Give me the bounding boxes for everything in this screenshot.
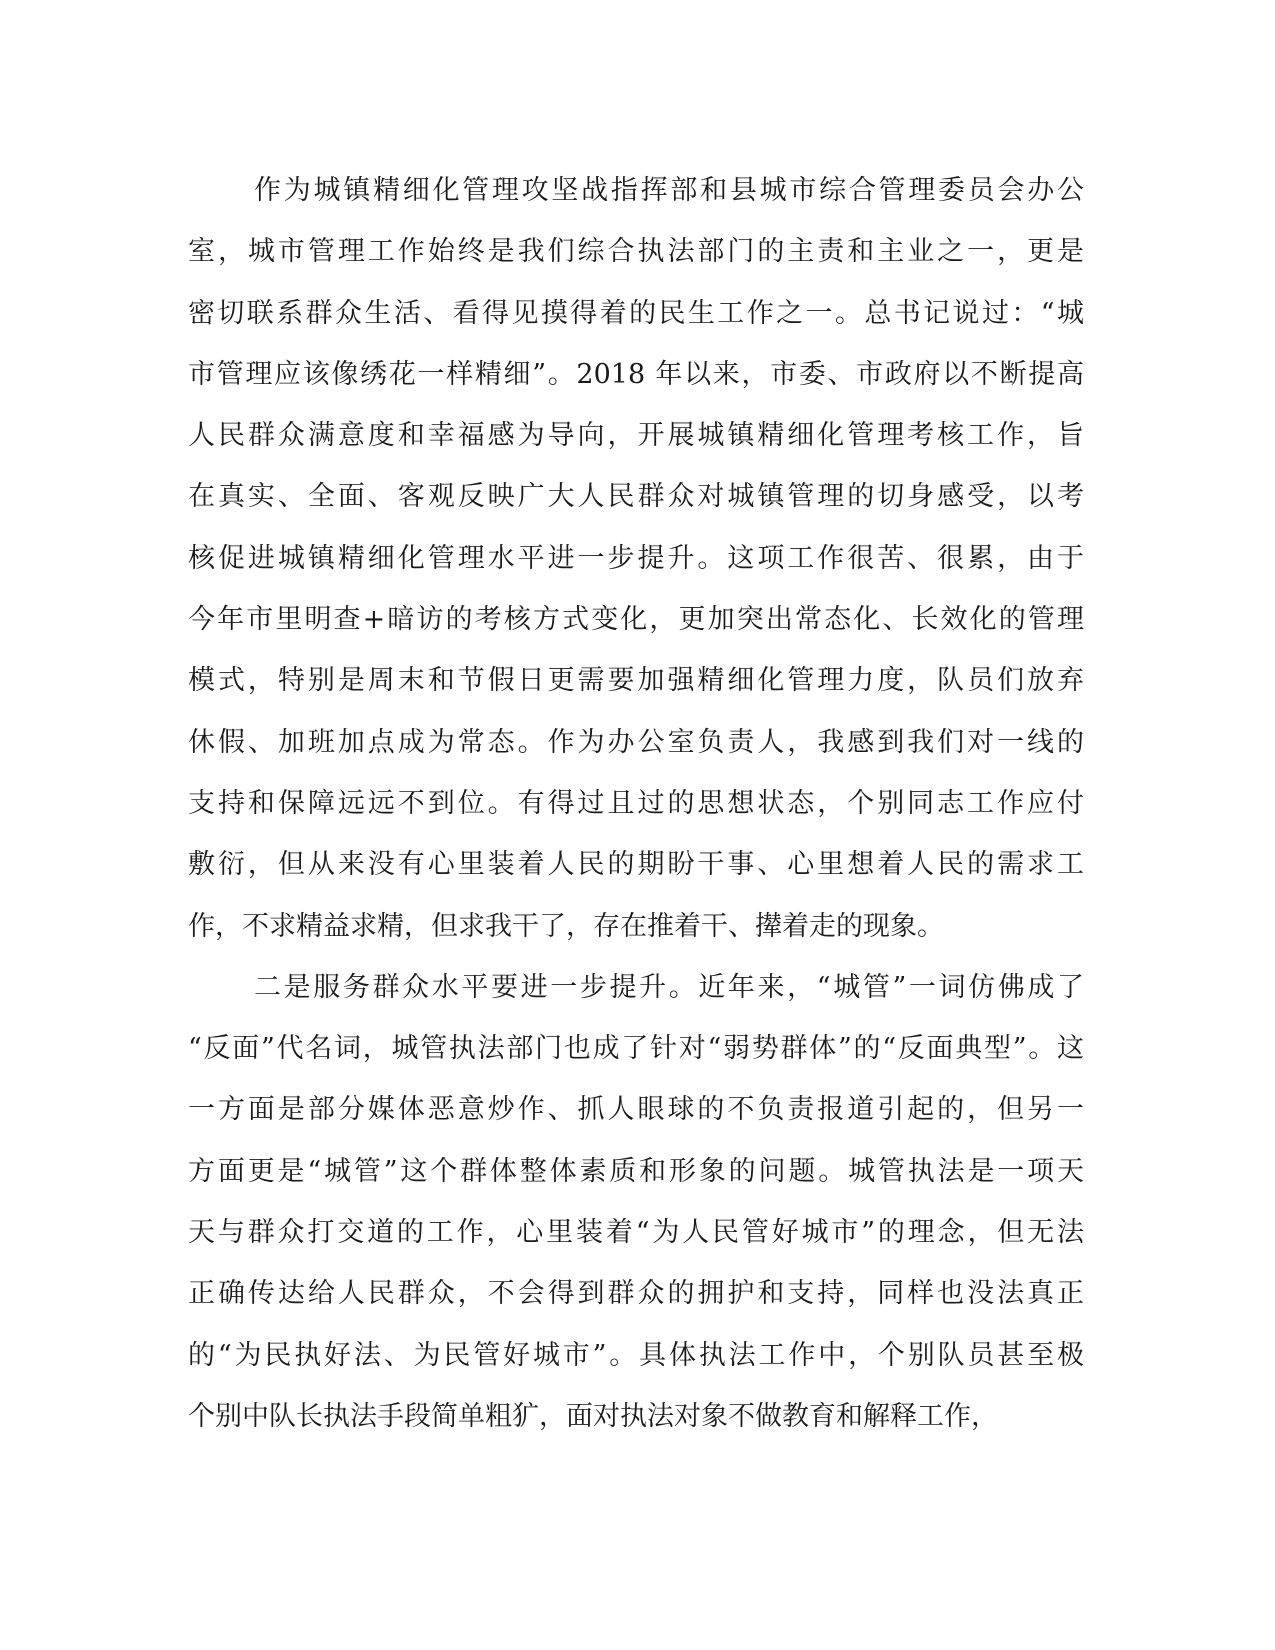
text-line: 室，城市管理工作始终是我们综合执法部门的主责和主业之一，更是: [188, 236, 1084, 268]
text-line: 敷衍，但从来没有心里装着人民的期盼干事、心里想着人民的需求工: [188, 849, 1084, 881]
text-line: 二是服务群众水平要进一步提升。近年来，“城管”一词仿佛成了: [254, 971, 1084, 1003]
paragraph-2: [188, 957, 1084, 1447]
paragraph-1: [188, 160, 1084, 957]
text-line: 的“为民执好法、为民管好城市”。具体执法工作中，个别队员甚至极: [188, 1339, 1084, 1371]
text-line: 密切联系群众生活、看得见摸得着的民生工作之一。总书记说过：“城: [188, 297, 1084, 329]
text-line: 一方面是部分媒体恶意炒作、抓人眼球的不负责报道引起的，但另一: [188, 1094, 1084, 1126]
document-body: [188, 160, 1084, 1447]
text-line: 模式，特别是周末和节假日更需要加强精细化管理力度，队员们放弃: [188, 665, 1084, 697]
text-line: 休假、加班加点成为常态。作为办公室负责人，我感到我们对一线的: [188, 726, 1084, 758]
text-line: 个别中队长执法手段简单粗犷，面对执法对象不做教育和解释工作，: [188, 1400, 998, 1432]
text-line: 人民群众满意度和幸福感为导向，开展城镇精细化管理考核工作，旨: [188, 420, 1084, 452]
text-line: 今年市里明查+暗访的考核方式变化，更加突出常态化、长效化的管理: [188, 604, 1084, 636]
text-line: 正确传达给人民群众，不会得到群众的拥护和支持，同样也没法真正: [188, 1278, 1084, 1310]
text-line: 市管理应该像绣花一样精细”。2018 年以来，市委、市政府以不断提高: [188, 358, 1084, 390]
text-line: 支持和保障远远不到位。有得过且过的思想状态，个别同志工作应付: [188, 787, 1084, 819]
text-line: 在真实、全面、客观反映广大人民群众对城镇管理的切身感受，以考: [188, 481, 1084, 513]
text-line: 作，不求精益求精，但求我干了，存在推着干、撵着走的现象。: [188, 910, 944, 942]
text-line: 核促进城镇精细化管理水平进一步提升。这项工作很苦、很累，由于: [188, 542, 1084, 574]
text-line: 天与群众打交道的工作，心里装着“为人民管好城市”的理念，但无法: [188, 1217, 1084, 1249]
text-line: 作为城镇精细化管理攻坚战指挥部和县城市综合管理委员会办公: [254, 175, 1084, 206]
text-line: 方面更是“城管”这个群体整体素质和形象的问题。城管执法是一项天: [188, 1155, 1084, 1187]
text-line: “反面”代名词，城管执法部门也成了针对“弱势群体”的“反面典型”。这: [188, 1033, 1084, 1065]
